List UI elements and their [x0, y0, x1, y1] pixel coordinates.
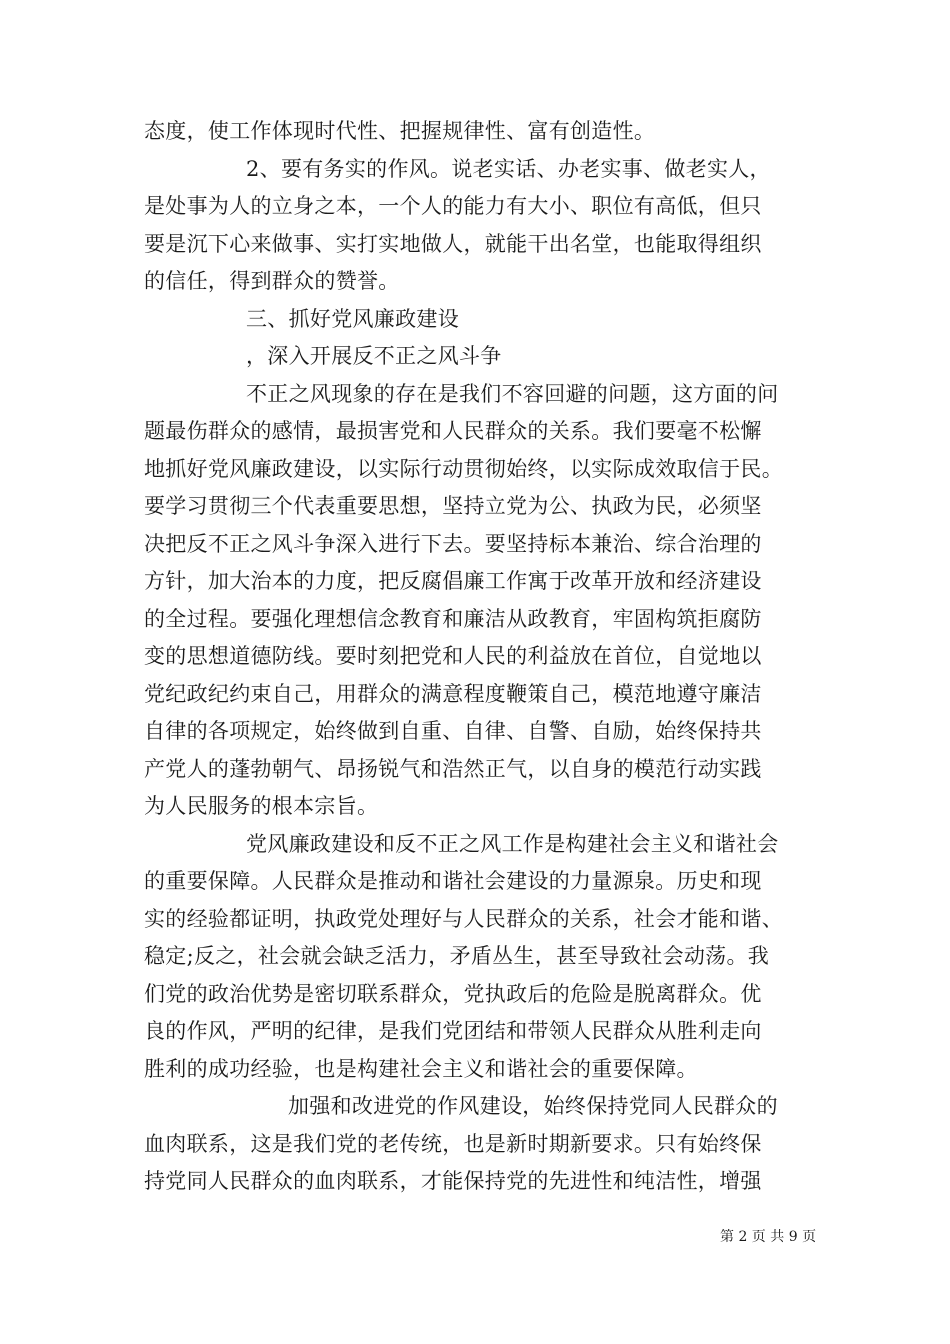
text-line: 2、要有务实的作风。说老实话、办老实事、做老实人，	[246, 157, 771, 181]
section-heading-cont: ，深入开展反不正之风斗争	[246, 344, 502, 368]
text-line: 变的思想道德防线。要时刻把党和人民的利益放在首位，自觉地以	[144, 644, 762, 668]
text-line: 为人民服务的根本宗旨。	[144, 794, 379, 818]
text-line: 党纪政纪约束自己，用群众的满意程度鞭策自己，模范地遵守廉洁	[144, 682, 762, 706]
text-line: 要是沉下心来做事、实打实地做人，就能干出名堂，也能取得组织	[144, 232, 762, 256]
page-number-footer: 第 2 页 共 9 页	[720, 1229, 817, 1245]
text-line: 题最伤群众的感情，最损害党和人民群众的关系。我们要毫不松懈	[144, 419, 762, 443]
text-line: 的全过程。要强化理想信念教育和廉洁从政教育，牢固构筑拒腐防	[144, 607, 762, 631]
text-line: 决把反不正之风斗争深入进行下去。要坚持标本兼治、综合治理的	[144, 532, 762, 556]
section-heading: 三、抓好党风廉政建设	[246, 307, 459, 331]
text-line: 实的经验都证明，执政党处理好与人民群众的关系，社会才能和谐、	[144, 907, 783, 931]
text-line: 的重要保障。人民群众是推动和谐社会建设的力量源泉。历史和现	[144, 869, 762, 893]
text-line: 持党同人民群众的血肉联系，才能保持党的先进性和纯洁性，增强	[144, 1169, 762, 1193]
text-line: 胜利的成功经验，也是构建社会主义和谐社会的重要保障。	[144, 1057, 698, 1081]
text-line: 地抓好党风廉政建设，以实际行动贯彻始终，以实际成效取信于民。	[144, 457, 783, 481]
text-line: 自律的各项规定，始终做到自重、自律、自警、自励，始终保持共	[144, 719, 762, 743]
text-line: 的信任，得到群众的赞誉。	[144, 269, 400, 293]
text-line: 党风廉政建设和反不正之风工作是构建社会主义和谐社会	[246, 832, 779, 856]
text-line: 态度，使工作体现时代性、把握规律性、富有创造性。	[144, 119, 656, 143]
text-line: 方针，加大治本的力度，把反腐倡廉工作寓于改革开放和经济建设	[144, 569, 762, 593]
text-line: 要学习贯彻三个代表重要思想，坚持立党为公、执政为民，必须坚	[144, 494, 762, 518]
text-line: 良的作风，严明的纪律，是我们党团结和带领人民群众从胜利走向	[144, 1019, 762, 1043]
text-line: 加强和改进党的作风建设，始终保持党同人民群众的	[288, 1094, 778, 1118]
text-line: 是处事为人的立身之本，一个人的能力有大小、职位有高低，但只	[144, 194, 762, 218]
text-line: 们党的政治优势是密切联系群众，党执政后的危险是脱离群众。优	[144, 982, 762, 1006]
text-line: 产党人的蓬勃朝气、昂扬锐气和浩然正气，以自身的模范行动实践	[144, 757, 762, 781]
text-line: 不正之风现象的存在是我们不容回避的问题，这方面的问	[246, 382, 779, 406]
text-line: 稳定;反之，社会就会缺乏活力，矛盾丛生，甚至导致社会动荡。我	[144, 944, 770, 968]
text-line: 血肉联系，这是我们党的老传统，也是新时期新要求。只有始终保	[144, 1132, 762, 1156]
